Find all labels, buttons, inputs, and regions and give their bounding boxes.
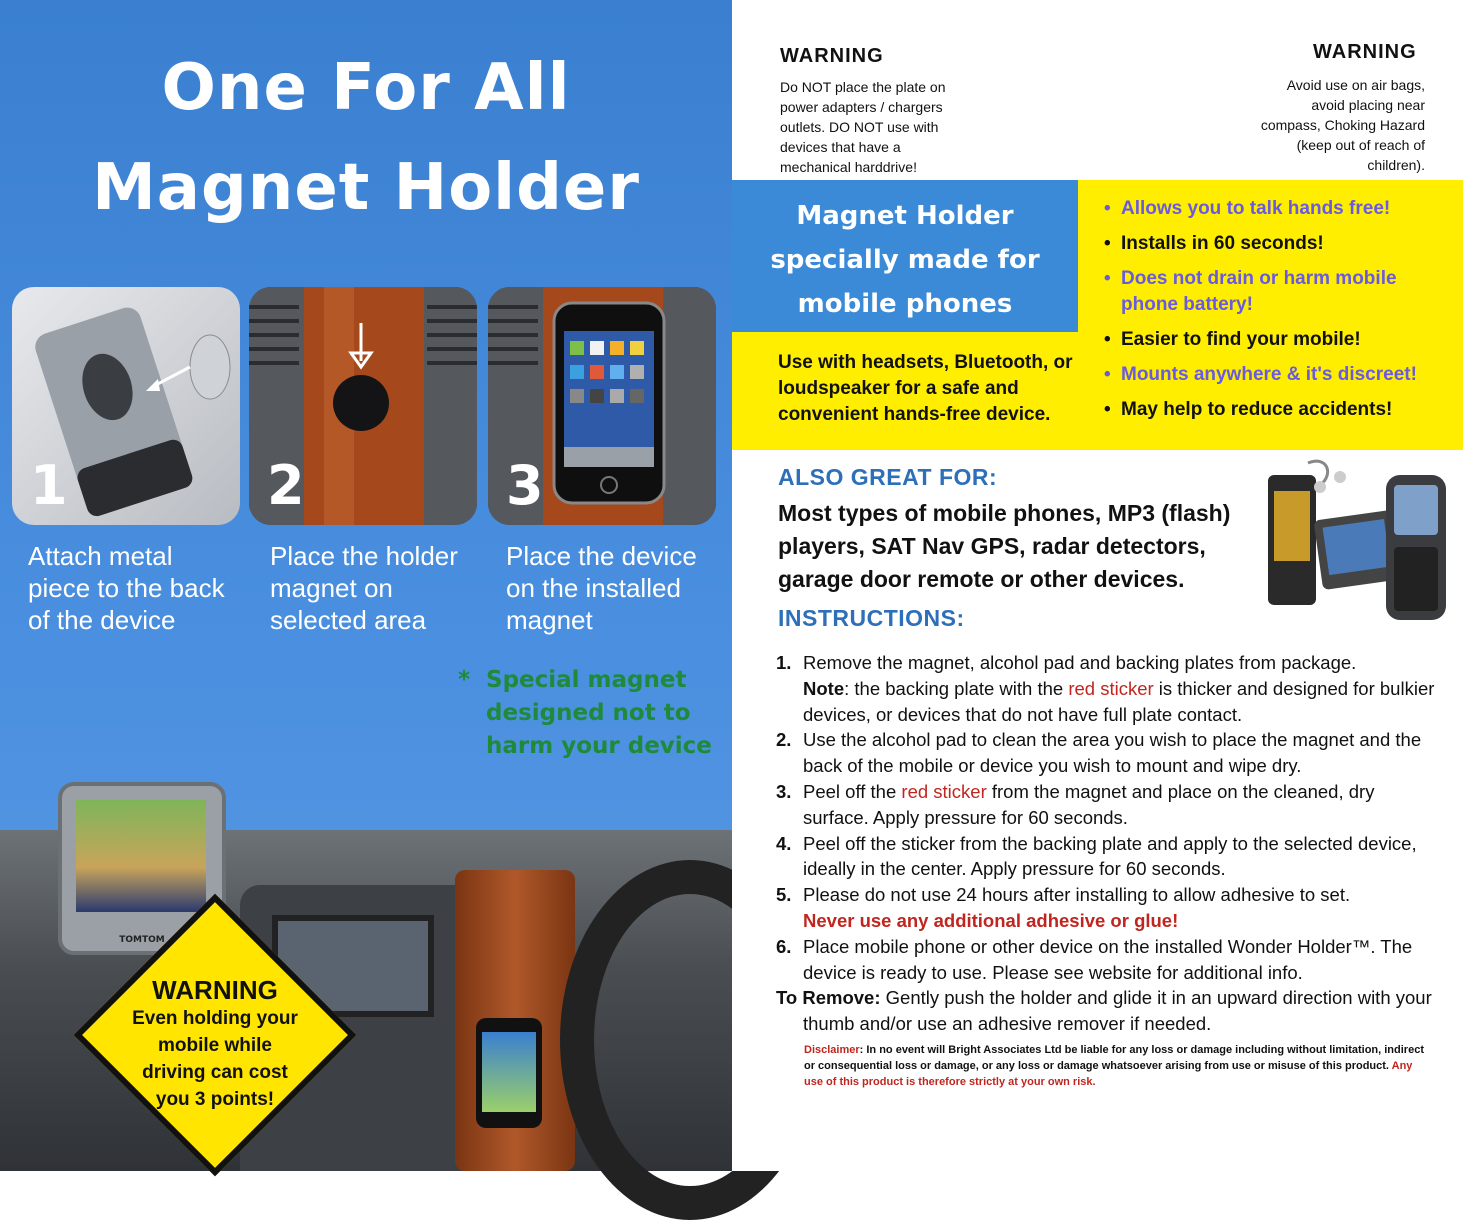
warning-right-body: Avoid use on air bags, avoid placing near compass, Choking Hazard (keep out of reach of children).	[1260, 77, 1425, 173]
step-1-text: Attach metal piece to the back of the device	[28, 541, 225, 635]
disclaimer-text: : In no event will Bright Associates Ltd be liable for any loss or damage including without limitation, indirect or consequential loss or damage, or any loss or damage whatsoever arising from use or misuse of this product.	[804, 1044, 1424, 1072]
banner-line-3: mobile phones	[797, 289, 1013, 319]
instruction-item: 2. Use the alcohol pad to clean the area you wish to place the magnet and the back of the mobile or device you wish to mount and wipe dry.	[776, 729, 1422, 777]
instruction-number: 5.	[776, 884, 792, 906]
step-3-number: 3	[506, 454, 544, 517]
instruction-number: 1.	[776, 652, 792, 673]
asterisk: *	[458, 667, 471, 693]
disclaimer-risk: Any use of this product is therefore strictly at your own risk.	[804, 1060, 1413, 1088]
devices-illustration	[1238, 455, 1458, 625]
warning-sign-body: Even holding your mobile while driving can cost you 3 points!	[132, 1008, 298, 1110]
warning-sign-title: WARNING	[152, 975, 278, 1005]
step-2-text: Place the holder magnet on selected area	[270, 541, 458, 635]
disclaimer	[804, 1042, 1429, 1090]
step-2-number: 2	[267, 454, 305, 517]
blue-banner-text	[732, 194, 1078, 326]
red-sticker-text: red sticker	[901, 780, 987, 802]
warning-sign	[80, 900, 350, 1170]
warning-left-body: Do NOT place the plate on power adapters / chargers outlets. DO NOT use with devices that have a mechanical harddrive!	[780, 79, 946, 175]
banner-line-1: Magnet Holder	[796, 201, 1014, 231]
banner-line-2: specially made for	[770, 245, 1040, 275]
instruction-item: 1. Remove the magnet, alcohol pad and backing plates from package. Note: the backing plate with the red sticker is thicker and designed for bulkier devices, or devices that do not have full plate contact.	[776, 652, 1435, 725]
step-2-image	[249, 287, 477, 525]
feature-item: • Does not drain or harm mobile phone battery!	[1104, 266, 1454, 318]
adhesive-warning: Never use any additional adhesive or glue!	[803, 909, 1179, 931]
special-magnet-note	[458, 664, 728, 763]
step-3-text: Place the device on the installed magnet	[506, 541, 697, 635]
instruction-item: 5. Please do not use 24 hours after installing to allow adhesive to set. Never use any additional adhesive or glue!	[776, 884, 1351, 931]
title-line-1: One For All	[161, 51, 571, 125]
gps-brand-logo: TOMTOM	[119, 935, 165, 945]
warning-left-title: WARNING	[780, 45, 884, 67]
instruction-item: 4. Peel off the sticker from the backing plate and apply to the selected device, ideally in the center. Apply pressure for 60 seconds.	[776, 832, 1417, 880]
disclaimer-label: Disclaimer	[804, 1044, 860, 1056]
feature-item: • May help to reduce accidents!	[1104, 397, 1454, 423]
also-great-heading: ALSO GREAT FOR:	[778, 464, 998, 490]
use-with-text: Use with headsets, Bluetooth, or loudspeaker for a safe and convenient hands-free device.	[778, 352, 1073, 425]
also-great-body: Most types of mobile phones, MP3 (flash) players, SAT Nav GPS, radar detectors, garage door remote or other devices.	[778, 500, 1231, 592]
step-1-number: 1	[30, 454, 68, 517]
mounted-phone	[476, 1018, 542, 1128]
feature-list	[1104, 196, 1454, 432]
feature-item: • Easier to find your mobile!	[1104, 327, 1454, 353]
feature-item: • Mounts anywhere & it's discreet!	[1104, 362, 1454, 388]
instruction-number: 4.	[776, 832, 792, 854]
remove-label: To Remove:	[776, 987, 881, 1009]
special-magnet-text: Special magnet designed not to harm your device	[486, 667, 712, 759]
instruction-number: 2.	[776, 729, 792, 751]
step-1-image	[12, 287, 240, 525]
remove-instruction: To Remove: Gently push the holder and glide it in an upward direction with your thumb and/or use an adhesive remover if needed.	[776, 987, 1432, 1035]
instruction-number: 3.	[776, 780, 792, 802]
step-3-image	[488, 287, 716, 525]
product-title	[0, 38, 732, 238]
feature-item: • Installs in 60 seconds!	[1104, 231, 1454, 257]
red-sticker-text: red sticker	[1068, 677, 1154, 699]
feature-item: • Allows you to talk hands free!	[1104, 196, 1454, 222]
note-label: Note	[803, 677, 845, 699]
instructions-list	[776, 650, 1436, 1037]
instruction-item: 6. Place mobile phone or other device on the installed Wonder Holder™. The device is ready to use. Please see website for additional info.	[776, 935, 1413, 983]
instruction-item: 3. Peel off the red sticker from the magnet and place on the cleaned, dry surface. Apply pressure for 60 seconds.	[776, 780, 1375, 828]
warning-right-title: WARNING	[1313, 41, 1417, 63]
instructions-heading: INSTRUCTIONS:	[778, 605, 965, 631]
title-line-2: Magnet Holder	[92, 151, 640, 225]
instruction-number: 6.	[776, 935, 792, 957]
gps-screen	[76, 800, 206, 912]
